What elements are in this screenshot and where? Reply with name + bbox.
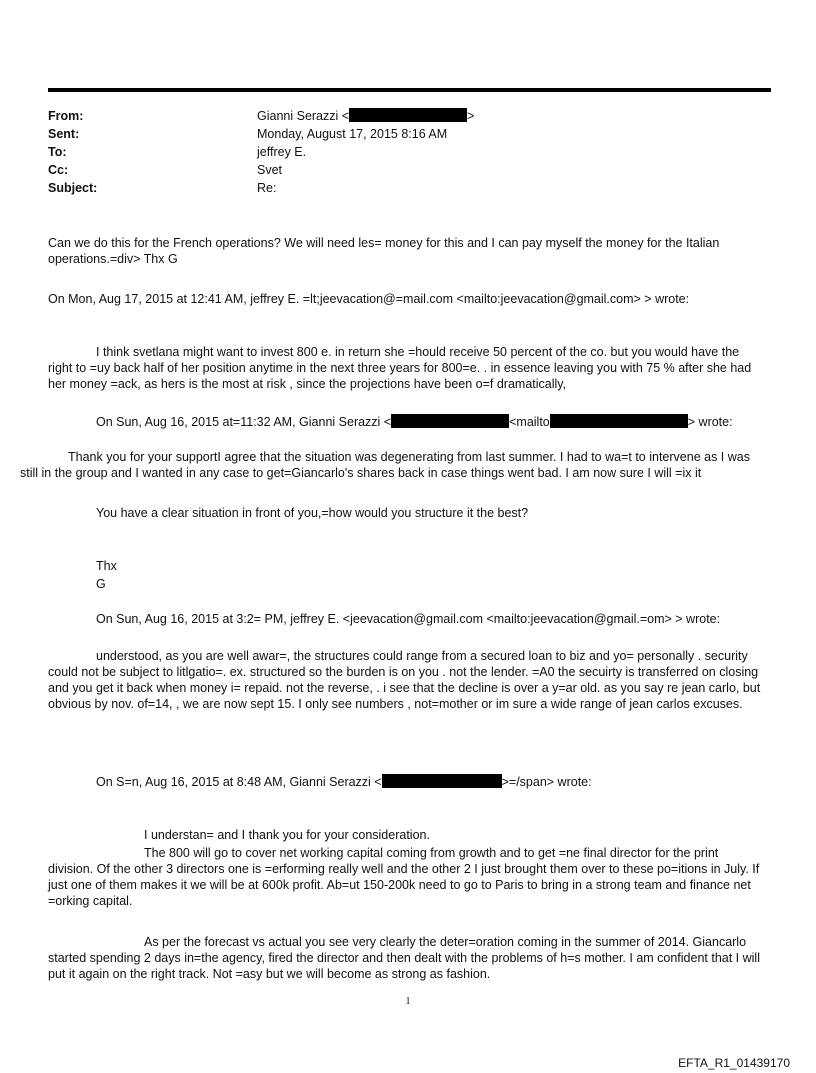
- cc-value: Svet: [257, 163, 283, 177]
- to-value: jeffrey E.: [257, 145, 307, 159]
- redaction-bar: [382, 774, 502, 788]
- redaction-bar: [391, 414, 509, 428]
- redaction-bar: [349, 108, 467, 122]
- body-paragraph-2: I think svetlana might want to invest 800 e. in return she =hould receive 50 percent of the co. but you would have the right to =uy back half of her position anytime in the next three years for 800=e. . in essence leaving you with 75 % after she had her money =ack, as hers is the most at risk , since the projections have been o=f dramatically,: [48, 345, 752, 391]
- body-paragraph-5: understood, as you are well awar=, the structures could range from a secured loan to biz and yo= personally . security could not be subject to litlgatio=. ex. structured so the burden is on you . not the lender. =A0 the secuirty is transferred on closing and you get it back when money i= repaid. not the reverse, . i see that the decline is over a y=ar old. as you say re jean carlo, but obvious by nov. of=14, , we are now sept 15. I only see numbers , not=mother or im sure a wide range of jean carlos excuses.: [48, 649, 761, 711]
- page-number: 1: [405, 996, 411, 1007]
- cc-label: Cc:: [48, 163, 69, 177]
- body-paragraph-8: As per the forecast vs actual you see very clearly the deter=oration coming in the summer of 2014. Giancarlo started spending 2 days in=the agency, fired the director and then dealt with the problems of h=s mother. I am confident that I will put it again on the right track. Not =asy but we will become as strong as fashion.: [48, 935, 760, 981]
- body-paragraph-6: I understan= and I thank you for your consideration.: [144, 828, 430, 842]
- quote-header-3: On Sun, Aug 16, 2015 at 3:2= PM, jeffrey E. <jeevacation@gmail.com <mailto:jeevacation@gmail.=om> > wrote:: [96, 612, 721, 626]
- from-value: Gianni Serazzi < >: [257, 109, 475, 123]
- to-label: To:: [48, 145, 67, 159]
- sign-off-thx: Thx: [96, 559, 117, 573]
- quote-header-4: On S=n, Aug 16, 2015 at 8:48 AM, Gianni Serazzi < >=/span> wrote:: [96, 775, 592, 789]
- redaction-bar: [550, 414, 688, 428]
- body-paragraph-3: Thank you for your supportI agree that the situation was degenerating from last summer. I had to wa=t to intervene as I was still in the group and I wanted in any case to get=Giancarlo's shares back in case things went bad. I am now sure I will =ix it: [20, 450, 750, 480]
- from-label: From:: [48, 109, 84, 123]
- sent-label: Sent:: [48, 127, 80, 141]
- body-paragraph-1: Can we do this for the French operations? We will need les= money for this and I can pay myself the money for the Italian operations.=div> Thx G: [48, 236, 720, 266]
- subject-value: Re:: [257, 181, 277, 195]
- sent-value: Monday, August 17, 2015 8:16 AM: [257, 127, 448, 141]
- sign-off-g: G: [96, 577, 106, 591]
- quote-header-1: On Mon, Aug 17, 2015 at 12:41 AM, jeffrey E. =lt;jeevacation@=mail.com <mailto:jeevacation@gmail.com> > wrote:: [48, 292, 690, 306]
- subject-label: Subject:: [48, 181, 98, 195]
- document-id: EFTA_R1_01439170: [678, 1056, 790, 1070]
- header-rule: [48, 88, 771, 92]
- body-paragraph-4: You have a clear situation in front of you,=how would you structure it the best?: [96, 506, 529, 520]
- body-paragraph-7: The 800 will go to cover net working capital coming from growth and to get =ne final director for the print division. Of the other 3 directors one is =erforming really well and the other 2 I just brought them over to these po=itions in July. If just one of them makes it we will be at 600k profit. Ab=ut 150-200k need to go to Paris to bring in a strong team and finance net =orking capital.: [48, 846, 760, 908]
- quote-header-2: On Sun, Aug 16, 2015 at=11:32 AM, Gianni Serazzi < <mailto > wrote:: [96, 415, 733, 429]
